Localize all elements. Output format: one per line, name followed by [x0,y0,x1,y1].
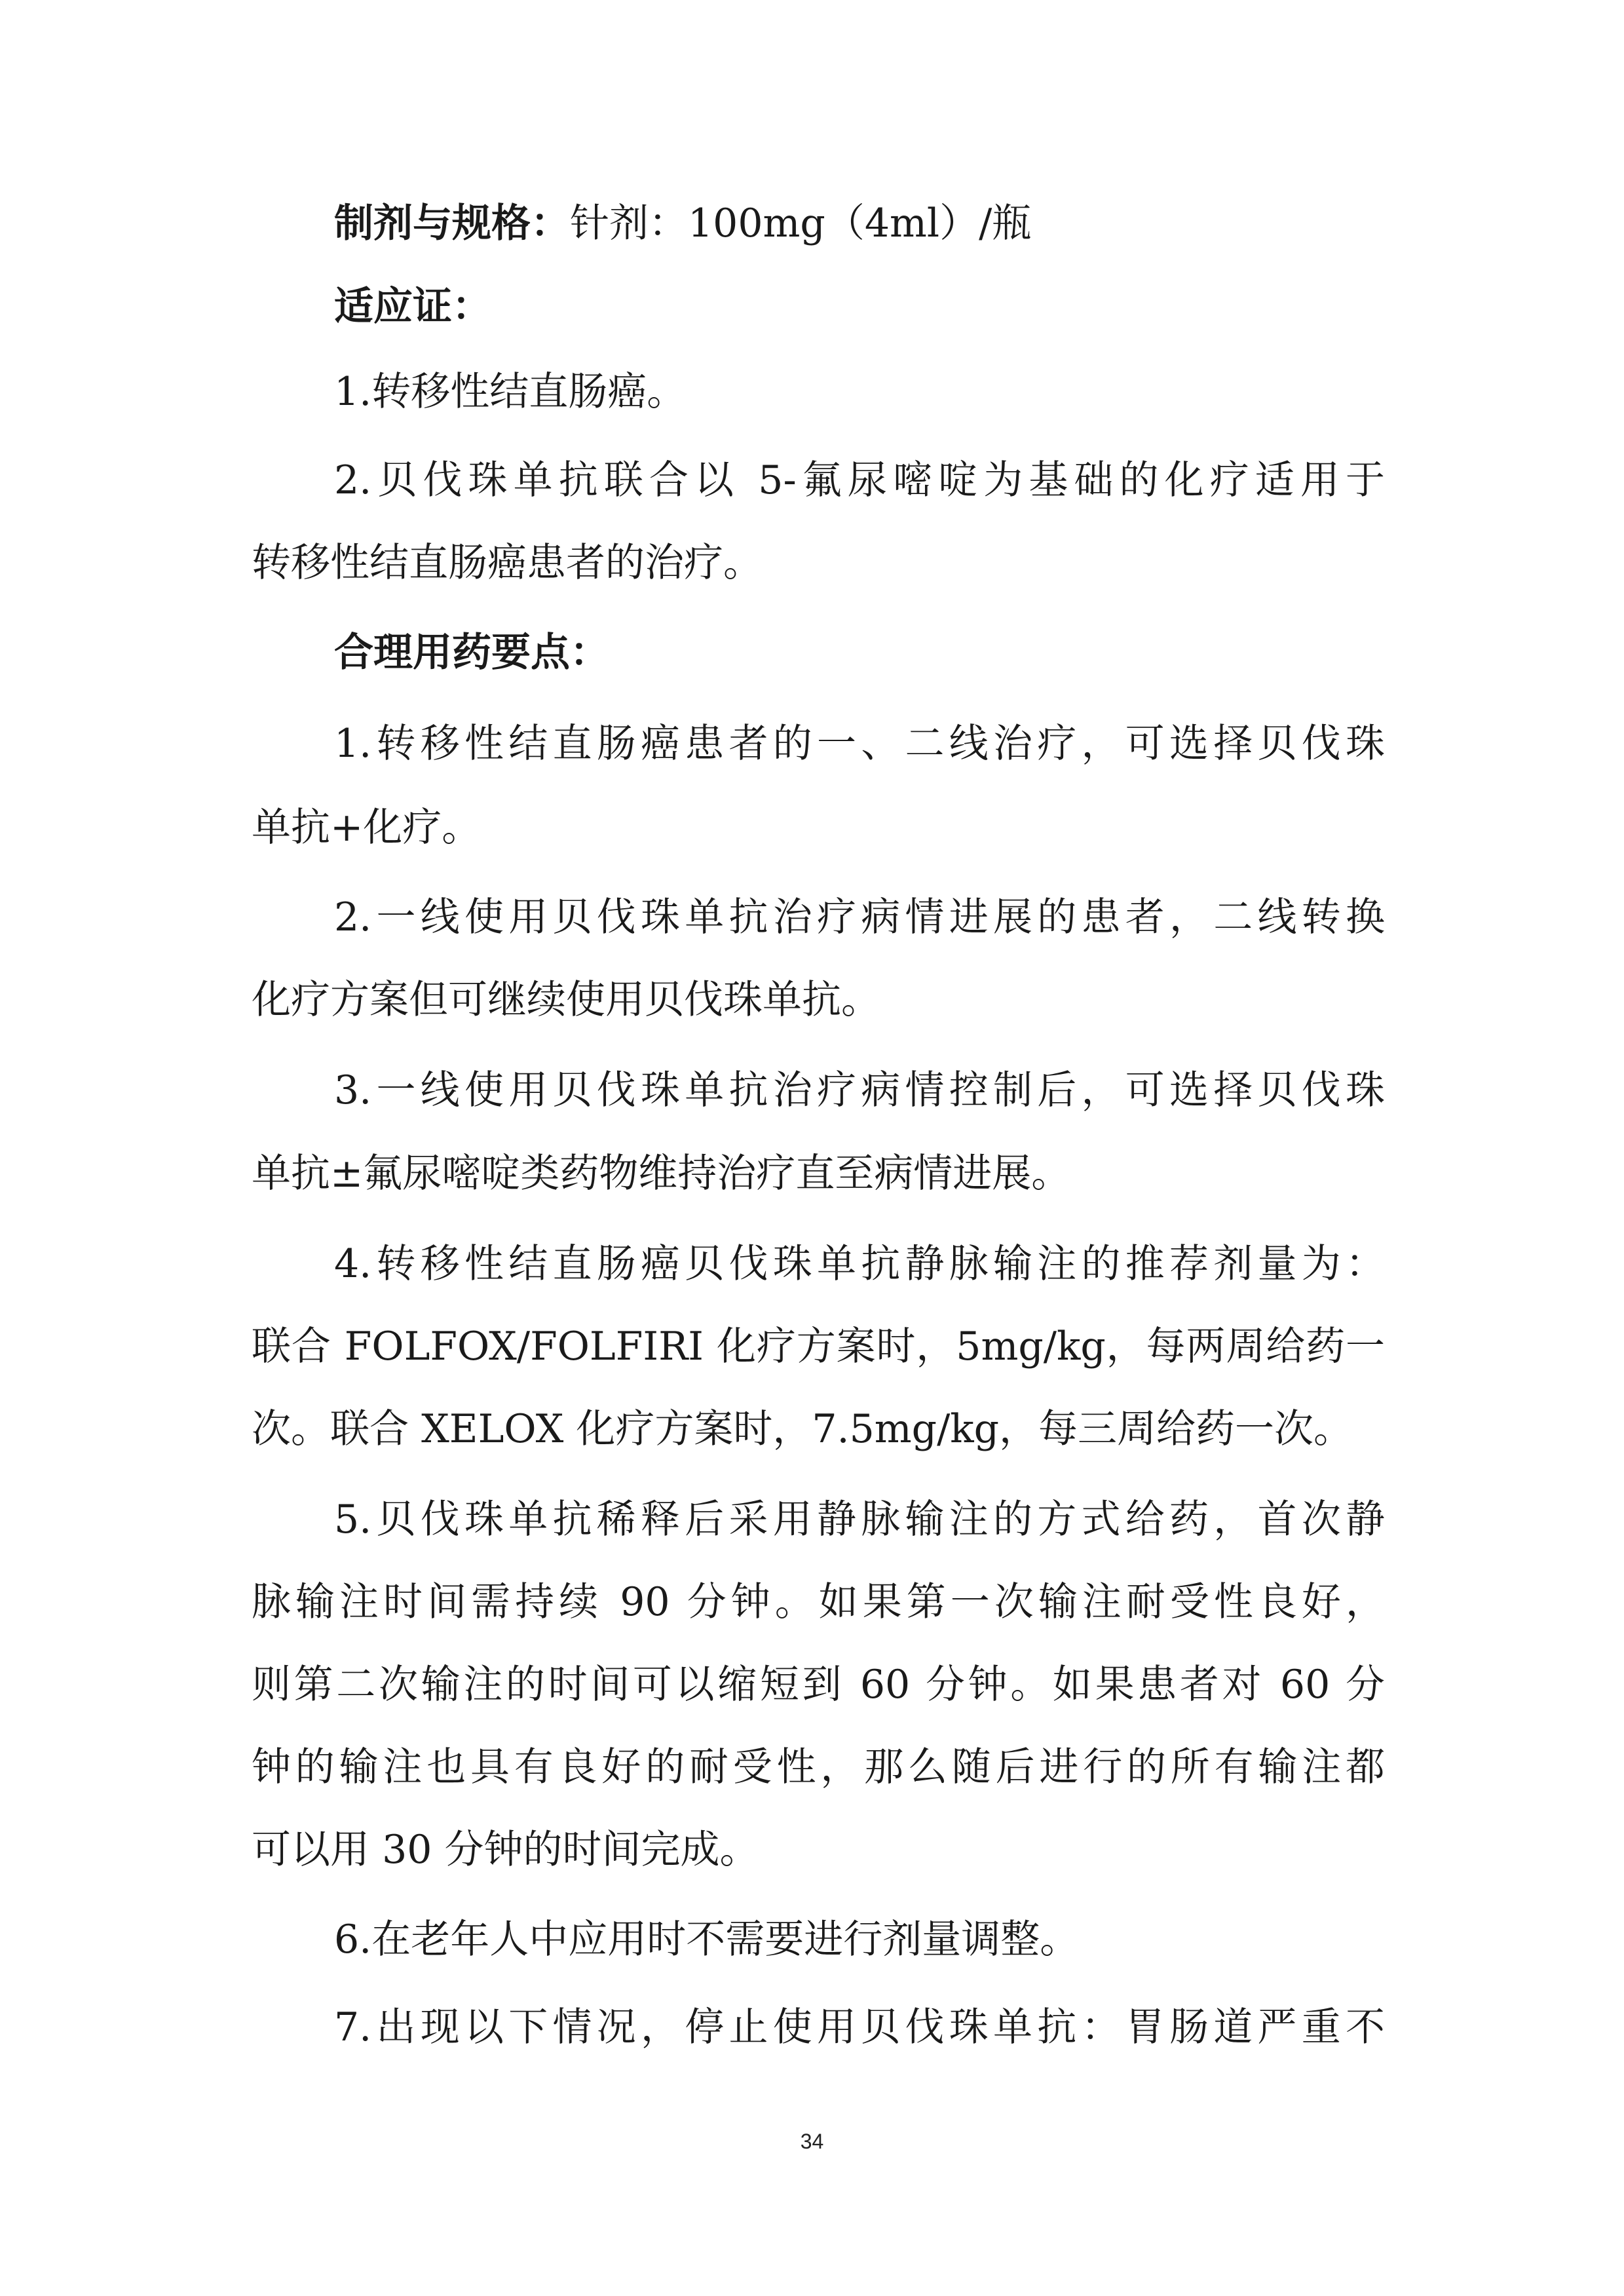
key-point-3-line-2: 单抗±氟尿嘧啶类药物维持治疗直至病情进展。 [252,1151,1071,1196]
dosage-form-value: 针剂：100mg（4ml）/瓶 [570,201,1032,246]
key-point-1-line-2: 单抗+化疗。 [252,805,482,851]
key-point-3-line-1: 3.一线使用贝伐珠单抗治疗病情控制后，可选择贝伐珠 [334,1067,1385,1113]
indications-heading: 适应证： [334,284,491,330]
key-point-4-line-2: 联合 FOLFOX/FOLFIRI 化疗方案时，5mg/kg，每两周给药一 [252,1324,1385,1369]
indication-item-1-line-1: 1.转移性结直肠癌。 [334,369,687,415]
key-point-4-line-1: 4.转移性结直肠癌贝伐珠单抗静脉输注的推荐剂量为： [334,1241,1385,1287]
key-point-2-line-2: 化疗方案但可继续使用贝伐珠单抗。 [252,977,880,1023]
key-point-5-line-1: 5.贝伐珠单抗稀释后采用静脉输注的方式给药，首次静 [334,1497,1385,1542]
key-point-5-line-5: 可以用 30 分钟的时间完成。 [252,1827,759,1873]
key-point-4-line-3: 次。联合 XELOX 化疗方案时，7.5mg/kg，每三周给药一次。 [252,1406,1353,1452]
dosage-form-line [334,200,1385,247]
page-number: 34 [800,2130,824,2153]
indication-item-2-line-2: 转移性结直肠癌患者的治疗。 [252,540,763,586]
key-point-1-line-1: 1.转移性结直肠癌患者的一、二线治疗，可选择贝伐珠 [334,721,1385,767]
key-point-5-line-4: 钟的输注也具有良好的耐受性，那么随后进行的所有输注都 [252,1744,1385,1790]
indication-item-2-line-1: 2.贝伐珠单抗联合以 5-氟尿嘧啶为基础的化疗适用于 [334,457,1385,503]
dosage-form-label: 制剂与规格： [334,201,570,246]
key-point-5-line-2: 脉输注时间需持续 90 分钟。如果第一次输注耐受性良好， [252,1579,1385,1625]
key-point-5-line-3: 则第二次输注的时间可以缩短到 60 分钟。如果患者对 60 分 [252,1662,1385,1708]
key-point-2-line-1: 2.一线使用贝伐珠单抗治疗病情进展的患者，二线转换 [334,894,1385,940]
key-points-heading: 合理用药要点： [334,630,609,676]
key-point-6-line-1: 6.在老年人中应用时不需要进行剂量调整。 [334,1917,1080,1962]
key-point-7-line-1: 7.出现以下情况，停止使用贝伐珠单抗：胃肠道严重不 [334,2004,1385,2050]
